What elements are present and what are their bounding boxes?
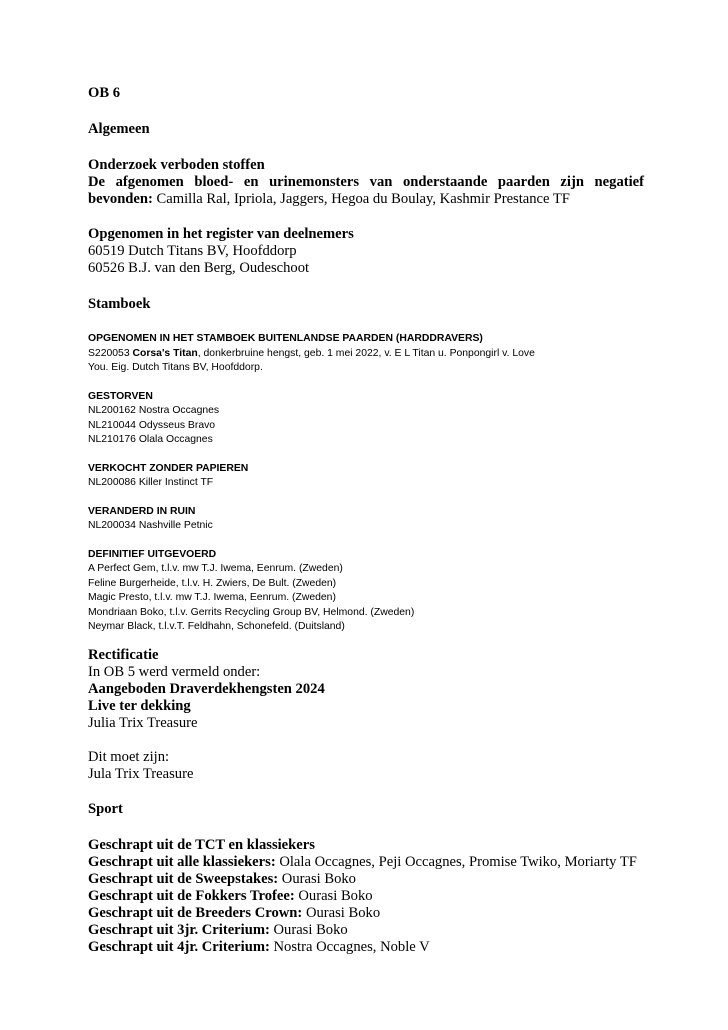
- rectificatie-section: [88, 647, 644, 783]
- doping-section: [88, 157, 644, 208]
- verkocht-section: [88, 462, 644, 491]
- section-heading-algemeen: Algemeen: [88, 121, 150, 137]
- sport-item-value: Ourasi Boko: [294, 887, 373, 904]
- definitief-entry: Feline Burgerheide, t.l.v. H. Zwiers, De Bult. (Zweden): [88, 577, 337, 589]
- buitenlandse-heading: OPGENOMEN IN HET STAMBOEK BUITENLANDSE PAARDEN (HARDDRAVERS): [88, 333, 483, 344]
- register-entry: 60526 B.J. van den Berg, Oudeschoot: [88, 260, 310, 276]
- rectificatie-wrong-name: Julia Trix Treasure: [88, 714, 198, 731]
- rectificatie-intro: In OB 5 werd vermeld onder:: [88, 663, 261, 680]
- sport-item-value: Ourasi Boko: [269, 921, 348, 938]
- document-page: [88, 85, 644, 956]
- ruin-entry: NL200034 Nashville Petnic: [88, 520, 213, 531]
- sport-item-value: Olala Occagnes, Peji Occagnes, Promise Twiko, Moriarty TF: [275, 853, 637, 870]
- rectificatie-correct-name: Jula Trix Treasure: [88, 765, 194, 782]
- doping-label: bevonden:: [88, 191, 153, 207]
- doping-line-1: De afgenomen bloed- en urinemonsters van onderstaande paarden zijn negatief: [88, 174, 644, 190]
- rectificatie-category: Aangeboden Draverdekhengsten 2024: [88, 680, 325, 697]
- gestorven-entry: NL210044 Odysseus Bravo: [88, 419, 216, 431]
- bulletin-title: OB 6: [88, 85, 121, 101]
- sport-item-value: Ourasi Boko: [278, 870, 356, 887]
- doping-horses: Camilla Ral, Ipriola, Jaggers, Hegoa du Boulay, Kashmir Prestance TF: [152, 191, 570, 207]
- definitief-entry: Magic Presto, t.l.v. mw T.J. Iwema, Eenrum. (Zweden): [88, 592, 336, 603]
- register-section: [88, 226, 644, 277]
- buitenlandse-section: [88, 332, 644, 376]
- sport-item-label: Geschrapt uit 3jr. Criterium:: [88, 921, 270, 938]
- ruin-heading: VERANDERD IN RUIN: [88, 505, 196, 517]
- definitief-entry: Neymar Black, t.l.v.T. Feldhahn, Schonefeld. (Duitsland): [88, 621, 345, 632]
- sport-subheading: Geschrapt uit de TCT en klassiekers: [88, 836, 315, 853]
- sport-item-label: Geschrapt uit de Sweepstakes:: [88, 870, 279, 887]
- sport-item: [88, 922, 644, 939]
- sport-item: [88, 888, 644, 905]
- gestorven-entry: NL200162 Nostra Occagnes: [88, 405, 220, 416]
- sport-item-value: Ourasi Boko: [302, 904, 381, 921]
- horse-details: , donkerbruine hengst, geb. 1 mei 2022, v. E L Titan u. Ponpongirl v. Love: [197, 347, 535, 359]
- verkocht-entry: NL200086 Killer Instinct TF: [88, 477, 214, 488]
- section-heading-sport: Sport: [88, 800, 123, 817]
- buitenlandse-entry: [88, 347, 644, 362]
- sport-item: [88, 871, 644, 888]
- rectificatie-heading: Rectificatie: [88, 646, 159, 663]
- register-entry: 60519 Dutch Titans BV, Hoofddorp: [88, 243, 297, 259]
- sport-item-value: Nostra Occagnes, Noble V: [269, 938, 430, 955]
- sport-section: [88, 837, 644, 956]
- sport-item: [88, 905, 644, 922]
- gestorven-heading: GESTORVEN: [88, 390, 153, 402]
- ruin-section: [88, 505, 644, 534]
- sport-item: [88, 939, 644, 956]
- section-heading-stamboek: Stamboek: [88, 296, 151, 312]
- rectificatie-correction-label: Dit moet zijn:: [88, 748, 170, 765]
- definitief-entry: Mondriaan Boko, t.l.v. Gerrits Recycling Group BV, Helmond. (Zweden): [88, 606, 415, 618]
- doping-line-2: [88, 191, 644, 208]
- doping-heading: Onderzoek verboden stoffen: [88, 157, 265, 173]
- register-heading: Opgenomen in het register van deelnemers: [88, 226, 354, 242]
- horse-name: Corsa's Titan: [132, 347, 198, 359]
- verkocht-heading: VERKOCHT ZONDER PAPIEREN: [88, 462, 249, 474]
- buitenlandse-entry-cont: You. Eig. Dutch Titans BV, Hoofddorp.: [88, 362, 263, 373]
- sport-item-label: Geschrapt uit alle klassiekers:: [88, 853, 276, 870]
- gestorven-section: [88, 390, 644, 448]
- entry-number: S220053: [88, 347, 133, 359]
- definitief-heading: DEFINITIEF UITGEVOERD: [88, 548, 217, 560]
- definitief-entry: A Perfect Gem, t.l.v. mw T.J. Iwema, Eenrum. (Zweden): [88, 563, 343, 574]
- definitief-section: [88, 548, 644, 635]
- sport-item: [88, 854, 644, 871]
- sport-item-label: Geschrapt uit 4jr. Criterium:: [88, 938, 270, 955]
- gestorven-entry: NL210176 Olala Occagnes: [88, 434, 213, 445]
- sport-item-label: Geschrapt uit de Fokkers Trofee:: [88, 887, 295, 904]
- rectificatie-subcategory: Live ter dekking: [88, 697, 191, 714]
- sport-item-label: Geschrapt uit de Breeders Crown:: [88, 904, 303, 921]
